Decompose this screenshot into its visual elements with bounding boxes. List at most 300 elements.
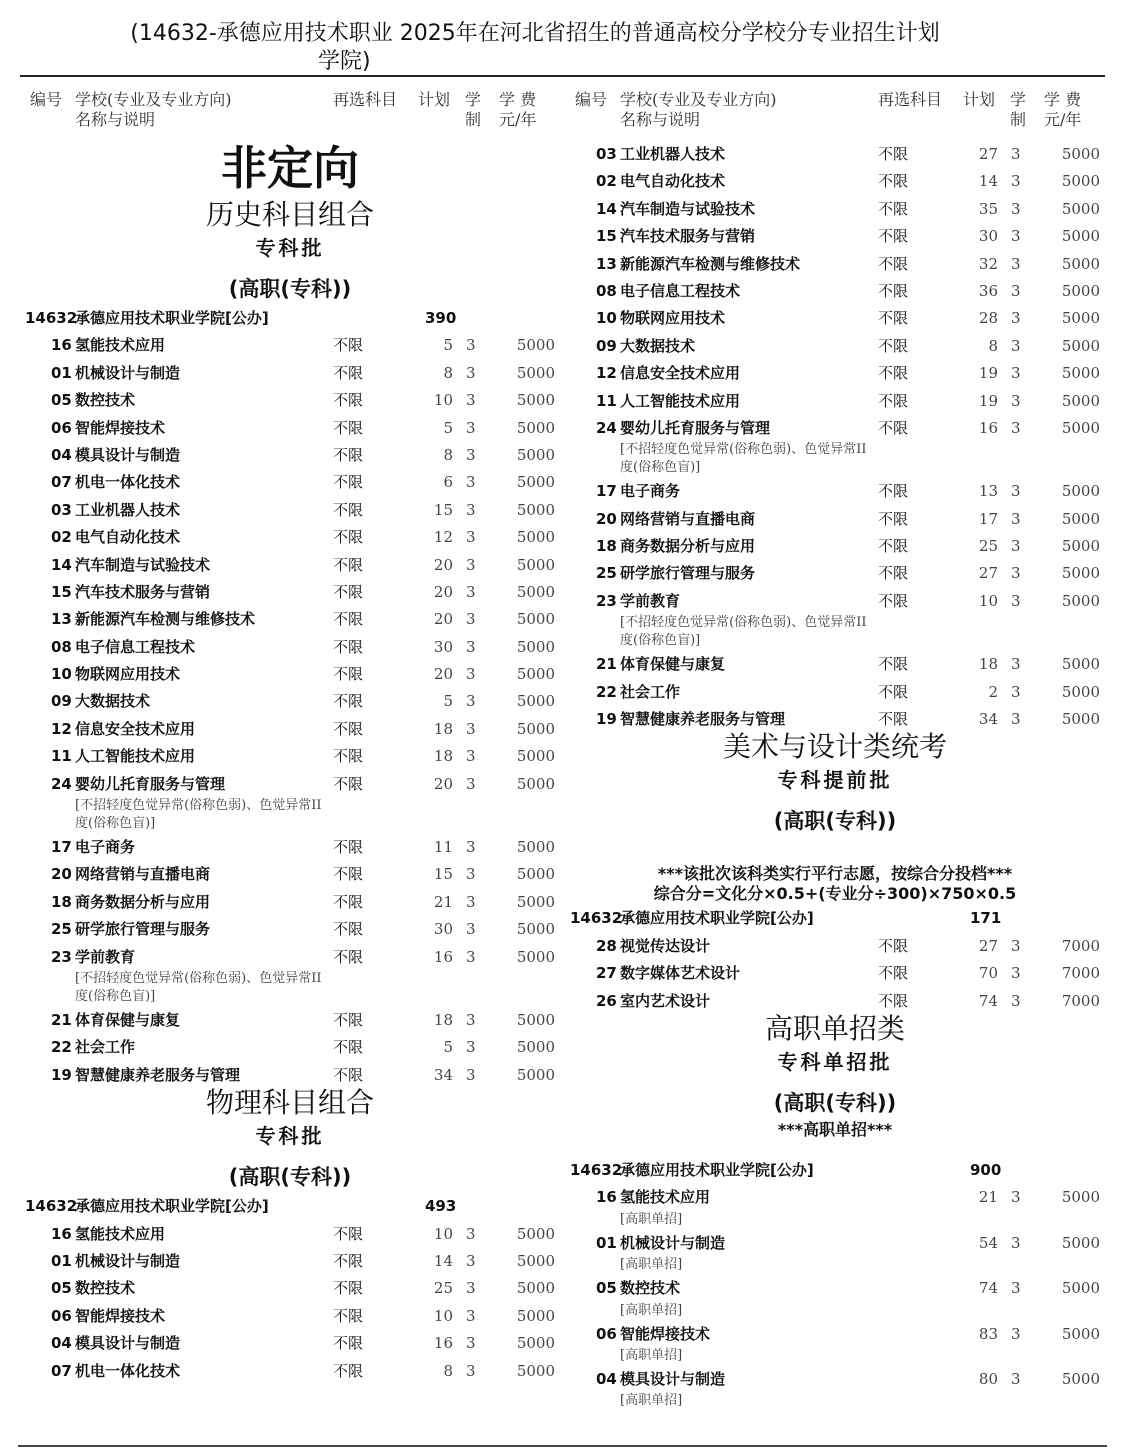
major-name: 信息安全技术应用 (620, 364, 741, 383)
major-name: 体育保健与康复 (75, 1010, 181, 1029)
major-fee: 5000 (516, 336, 555, 355)
table-header (25, 80, 555, 140)
major-row (570, 414, 1100, 441)
category-history: 历史科目组合 (205, 198, 374, 231)
major-fee: 5000 (1061, 655, 1100, 674)
major-plan: 70 (978, 964, 998, 983)
major-row (570, 1229, 1100, 1256)
major-note (620, 1256, 960, 1274)
major-name: 模具设计与制造 (620, 1369, 726, 1388)
major-years: 3 (1011, 254, 1021, 273)
major-fee: 5000 (516, 637, 555, 656)
major-plan: 35 (978, 199, 998, 218)
major-subjects: 不限 (878, 936, 909, 955)
major-years: 3 (466, 838, 476, 857)
major-years: 3 (1011, 364, 1021, 383)
major-plan: 6 (443, 473, 453, 492)
major-name: 数控技术 (75, 1279, 136, 1298)
major-code: 12 (596, 364, 617, 383)
category-physics: 物理科目组合 (205, 1086, 374, 1120)
major-subjects: 不限 (878, 145, 909, 163)
major-years: 3 (466, 1361, 476, 1380)
major-row (25, 687, 555, 714)
major-subjects: 不限 (878, 564, 909, 583)
major-code: 17 (596, 482, 617, 501)
major-code: 06 (51, 1306, 72, 1325)
major-years: 3 (466, 892, 476, 911)
school-code: 14632 (25, 309, 78, 327)
school-plan-total: 390 (425, 309, 457, 327)
document-title: (14632-承德应用技术职业 2025年在河北省招生的普通高校分学校分专业招生计划 (130, 21, 940, 46)
major-name: 机电一体化技术 (75, 1361, 181, 1380)
major-row (570, 304, 1100, 331)
major-plan: 27 (978, 936, 998, 955)
major-name: 智能焊接技术 (75, 418, 166, 437)
major-fee: 5000 (516, 363, 555, 382)
major-plan: 30 (978, 227, 998, 246)
major-name: 网络营销与直播电商 (75, 865, 211, 884)
level-single: (高职(专科)) (773, 1090, 897, 1115)
major-plan: 8 (443, 445, 453, 464)
major-row (25, 770, 555, 797)
art-note-2: 综合分=文化分×0.5+(专业分÷300)×750×0.5 (653, 884, 1017, 904)
major-years: 3 (466, 555, 476, 574)
major-row (570, 1365, 1100, 1392)
major-subjects: 不限 (878, 482, 909, 501)
major-fee: 5000 (516, 582, 555, 601)
major-years: 3 (466, 637, 476, 656)
major-years: 3 (1011, 1279, 1021, 1298)
major-code: 06 (51, 418, 72, 437)
major-code: 05 (596, 1279, 617, 1298)
major-row (25, 1061, 555, 1088)
major-fee: 5000 (516, 892, 555, 911)
major-years: 3 (1011, 936, 1021, 955)
major-subjects: 不限 (333, 865, 364, 884)
header-years: 学 (1010, 90, 1027, 109)
major-plan: 18 (433, 719, 453, 738)
major-years: 3 (466, 1306, 476, 1325)
major-row (25, 1357, 555, 1384)
major-fee: 5000 (1061, 509, 1100, 528)
major-name: 机械设计与制造 (75, 1251, 181, 1270)
major-years: 3 (1011, 591, 1021, 610)
major-row (25, 1220, 555, 1247)
header-plan: 计划 (418, 90, 451, 109)
level-history: (高职(专科)) (228, 277, 352, 301)
major-plan: 18 (433, 1010, 453, 1029)
major-plan: 34 (433, 1065, 453, 1084)
major-name: 研学旅行管理与服务 (620, 564, 756, 583)
major-row (570, 532, 1100, 559)
major-row (25, 860, 555, 887)
major-subjects: 不限 (878, 281, 909, 300)
major-plan: 17 (978, 509, 998, 528)
major-fee: 5000 (1061, 145, 1100, 163)
major-name: 模具设计与制造 (75, 445, 181, 464)
major-note-line: [不招轻度色觉异常(俗称色弱)、色觉异常II (75, 970, 322, 986)
major-subjects: 不限 (878, 710, 909, 729)
major-row (570, 277, 1100, 304)
school-row (25, 304, 555, 331)
batch-history: 专科批 (255, 236, 325, 260)
major-years: 3 (1011, 1188, 1021, 1207)
major-row (570, 932, 1100, 959)
major-fee: 5000 (1061, 537, 1100, 556)
major-plan: 10 (433, 1224, 453, 1243)
major-fee: 5000 (1061, 281, 1100, 300)
major-fee: 5000 (516, 1010, 555, 1029)
major-note-line: [高职单招] (620, 1302, 683, 1318)
major-row (570, 559, 1100, 586)
major-plan: 20 (433, 665, 453, 684)
major-name: 氢能技术应用 (75, 336, 166, 355)
major-subjects: 不限 (333, 363, 364, 382)
major-subjects: 不限 (333, 418, 364, 437)
school-code: 14632 (570, 909, 623, 928)
major-fee: 5000 (1061, 1279, 1100, 1298)
right-column (570, 80, 1100, 1410)
major-subjects: 不限 (333, 892, 364, 911)
major-subjects: 不限 (333, 555, 364, 574)
major-plan: 8 (988, 336, 998, 355)
major-plan: 19 (978, 364, 998, 383)
header-school-2: 名称与说明 (75, 110, 156, 129)
major-years: 3 (1011, 710, 1021, 729)
major-name: 新能源汽车检测与维修技术 (620, 254, 801, 273)
header-code: 编号 (575, 90, 608, 109)
level-art: (高职(专科)) (773, 809, 897, 834)
batch-physics: 专科批 (255, 1124, 325, 1149)
header-fee-2: 元/年 (1044, 110, 1082, 129)
major-fee: 5000 (516, 920, 555, 939)
major-plan: 2 (988, 682, 998, 701)
major-row (570, 587, 1100, 614)
major-subjects: 不限 (333, 637, 364, 656)
major-plan: 83 (978, 1324, 998, 1343)
header-school-2: 名称与说明 (620, 110, 701, 129)
major-code: 04 (51, 445, 72, 464)
major-years: 3 (1011, 172, 1021, 191)
major-row (570, 195, 1100, 222)
left-body (25, 138, 555, 1384)
major-name: 人工智能技术应用 (620, 391, 741, 410)
major-subjects: 不限 (878, 964, 909, 983)
major-years: 3 (466, 774, 476, 793)
major-fee: 5000 (1061, 199, 1100, 218)
major-plan: 80 (978, 1369, 998, 1388)
major-fee: 5000 (516, 747, 555, 766)
major-fee: 5000 (516, 445, 555, 464)
bottom-rule (18, 1445, 1107, 1447)
major-fee: 5000 (516, 500, 555, 519)
major-years: 3 (466, 1251, 476, 1270)
major-plan: 16 (433, 1334, 453, 1353)
major-name: 新能源汽车检测与维修技术 (75, 610, 256, 629)
major-fee: 5000 (516, 1279, 555, 1298)
major-code: 28 (596, 936, 617, 955)
major-name: 数控技术 (75, 391, 136, 410)
major-plan: 20 (433, 610, 453, 629)
major-fee: 7000 (1061, 936, 1100, 955)
major-name: 氢能技术应用 (620, 1188, 711, 1207)
major-fee: 7000 (1061, 991, 1100, 1010)
major-plan: 28 (978, 309, 998, 328)
major-plan: 74 (978, 1279, 998, 1298)
major-plan: 74 (978, 991, 998, 1010)
major-plan: 27 (978, 564, 998, 583)
major-row (25, 915, 555, 942)
major-code: 18 (596, 537, 617, 556)
major-row (25, 1274, 555, 1301)
major-code: 25 (51, 920, 72, 939)
major-subjects: 不限 (333, 692, 364, 711)
major-row (25, 1302, 555, 1329)
major-years: 3 (466, 665, 476, 684)
header-years: 学 (465, 90, 482, 109)
major-row (25, 660, 555, 687)
major-plan: 5 (443, 336, 453, 355)
major-years: 3 (466, 363, 476, 382)
major-row (570, 987, 1100, 1014)
major-plan: 8 (443, 1361, 453, 1380)
major-years: 3 (466, 582, 476, 601)
major-name: 人工智能技术应用 (75, 747, 196, 766)
major-subjects: 不限 (878, 509, 909, 528)
major-row (25, 633, 555, 660)
major-years: 3 (1011, 391, 1021, 410)
major-fee: 5000 (1061, 1233, 1100, 1252)
major-row (25, 331, 555, 358)
major-name: 学前教育 (620, 591, 681, 610)
major-plan: 20 (433, 555, 453, 574)
major-name: 社会工作 (75, 1038, 136, 1057)
major-name: 机械设计与制造 (620, 1233, 726, 1252)
major-name: 物联网应用技术 (75, 665, 181, 684)
major-plan: 5 (443, 692, 453, 711)
major-code: 01 (51, 363, 72, 382)
major-plan: 21 (433, 892, 453, 911)
major-note (620, 1392, 960, 1410)
major-code: 26 (596, 991, 617, 1010)
major-subjects: 不限 (878, 336, 909, 355)
major-code: 17 (51, 838, 72, 857)
major-code: 15 (51, 582, 72, 601)
major-row (570, 359, 1100, 386)
major-code: 23 (51, 947, 72, 966)
major-code: 22 (51, 1038, 72, 1057)
major-fee: 5000 (1061, 482, 1100, 501)
major-fee: 5000 (1061, 418, 1100, 437)
major-code: 11 (51, 747, 72, 766)
major-row (25, 888, 555, 915)
major-code: 21 (596, 655, 617, 674)
major-name: 视觉传达设计 (620, 936, 711, 955)
major-name: 商务数据分析与应用 (75, 892, 211, 911)
major-code: 16 (51, 1224, 72, 1243)
major-code: 21 (51, 1010, 72, 1029)
major-name: 电气自动化技术 (620, 172, 726, 191)
major-name: 电子商务 (75, 838, 136, 857)
major-years: 3 (466, 1224, 476, 1243)
major-row (570, 332, 1100, 359)
major-fee: 5000 (1061, 172, 1100, 191)
major-plan: 18 (433, 747, 453, 766)
major-plan: 10 (433, 391, 453, 410)
major-years: 3 (466, 391, 476, 410)
major-row (570, 505, 1100, 532)
major-years: 3 (1011, 682, 1021, 701)
school-plan-total: 493 (425, 1197, 457, 1216)
major-fee: 5000 (1061, 564, 1100, 583)
major-years: 3 (1011, 199, 1021, 218)
major-name: 工业机器人技术 (620, 145, 726, 163)
major-row (570, 959, 1100, 986)
major-code: 25 (596, 564, 617, 583)
school-name: 承德应用技术职业学院[公办] (75, 309, 269, 327)
major-plan: 18 (978, 655, 998, 674)
major-subjects: 不限 (333, 947, 364, 966)
major-row (25, 1247, 555, 1274)
major-subjects: 不限 (878, 682, 909, 701)
major-name: 社会工作 (620, 682, 681, 701)
major-subjects: 不限 (333, 582, 364, 601)
major-subjects: 不限 (333, 1279, 364, 1298)
major-subjects: 不限 (878, 309, 909, 328)
major-fee: 5000 (516, 774, 555, 793)
major-code: 02 (51, 528, 72, 547)
major-years: 3 (1011, 964, 1021, 983)
major-fee: 5000 (516, 1251, 555, 1270)
major-note (620, 1347, 960, 1365)
major-fee: 5000 (1061, 710, 1100, 729)
major-row (25, 715, 555, 742)
major-name: 氢能技术应用 (75, 1224, 166, 1243)
major-plan: 25 (978, 537, 998, 556)
batch-single: 专科单招批 (777, 1049, 893, 1074)
major-subjects: 不限 (333, 838, 364, 857)
major-years: 3 (1011, 309, 1021, 328)
major-fee: 5000 (516, 1334, 555, 1353)
major-plan: 5 (443, 1038, 453, 1057)
header-subjects: 再选科目 (333, 90, 398, 109)
art-note-1: ***该批次该科类实行平行志愿，按综合分投档*** (657, 864, 1013, 884)
header-school: 学校(专业及专业方向) (620, 90, 777, 109)
major-note-line: [不招轻度色觉异常(俗称色弱)、色觉异常II (620, 615, 867, 631)
major-fee: 5000 (516, 947, 555, 966)
major-plan: 30 (433, 637, 453, 656)
major-plan: 25 (433, 1279, 453, 1298)
major-name: 室内艺术设计 (620, 991, 711, 1010)
school-code: 14632 (25, 1197, 78, 1216)
category-single: 高职单招类 (764, 1011, 905, 1045)
major-code: 16 (596, 1188, 617, 1207)
major-row (570, 140, 1100, 167)
major-fee: 5000 (516, 473, 555, 492)
major-fee: 5000 (1061, 682, 1100, 701)
major-name: 数控技术 (620, 1279, 681, 1298)
major-subjects: 不限 (333, 1251, 364, 1270)
major-years: 3 (466, 500, 476, 519)
major-code: 09 (51, 692, 72, 711)
document-title-cont: 学院) (318, 49, 371, 74)
major-code: 14 (596, 199, 617, 218)
major-fee: 5000 (1061, 254, 1100, 273)
major-code: 02 (596, 172, 617, 191)
major-plan: 16 (433, 947, 453, 966)
major-code: 18 (51, 892, 72, 911)
major-name: 大数据技术 (75, 692, 151, 711)
major-fee: 5000 (516, 665, 555, 684)
major-fee: 5000 (1061, 309, 1100, 328)
major-subjects: 不限 (878, 172, 909, 191)
major-fee: 5000 (516, 528, 555, 547)
major-name: 体育保健与康复 (620, 655, 726, 674)
major-years: 3 (466, 1065, 476, 1084)
major-code: 11 (596, 391, 617, 410)
major-code: 01 (51, 1251, 72, 1270)
major-subjects: 不限 (878, 418, 909, 437)
school-name: 承德应用技术职业学院[公办] (75, 1197, 269, 1216)
major-note (75, 970, 415, 1006)
major-plan: 15 (433, 500, 453, 519)
major-subjects: 不限 (333, 445, 364, 464)
school-name: 承德应用技术职业学院[公办] (620, 909, 814, 928)
major-years: 3 (1011, 1233, 1021, 1252)
major-subjects: 不限 (333, 473, 364, 492)
major-years: 3 (1011, 1324, 1021, 1343)
major-row (570, 1320, 1100, 1347)
major-years: 3 (1011, 509, 1021, 528)
major-row (25, 414, 555, 441)
level-physics: (高职(专科)) (228, 1165, 352, 1190)
right-body (570, 140, 1100, 1410)
major-years: 3 (1011, 537, 1021, 556)
school-plan-total: 900 (970, 1160, 1002, 1179)
major-fee: 7000 (1061, 964, 1100, 983)
major-years: 3 (1011, 482, 1021, 501)
major-name: 学前教育 (75, 947, 136, 966)
major-code: 23 (596, 591, 617, 610)
major-subjects: 不限 (333, 1361, 364, 1380)
major-name: 电气自动化技术 (75, 528, 181, 547)
major-row (570, 222, 1100, 249)
major-fee: 5000 (1061, 364, 1100, 383)
major-fee: 5000 (1061, 591, 1100, 610)
major-row (25, 605, 555, 632)
major-note (620, 441, 960, 477)
major-plan: 36 (978, 281, 998, 300)
major-years: 3 (1011, 564, 1021, 583)
major-code: 15 (596, 227, 617, 246)
major-note-line: [高职单招] (620, 1347, 683, 1363)
major-name: 电子商务 (620, 482, 681, 501)
major-name: 汽车制造与试验技术 (620, 199, 756, 218)
major-note-line: [高职单招] (620, 1211, 683, 1227)
major-code: 08 (596, 281, 617, 300)
major-plan: 19 (978, 391, 998, 410)
major-years: 3 (1011, 145, 1021, 163)
major-plan: 10 (978, 591, 998, 610)
major-plan: 11 (433, 838, 453, 857)
major-name: 婴幼儿托育服务与管理 (620, 418, 771, 437)
major-years: 3 (466, 947, 476, 966)
major-code: 07 (51, 1361, 72, 1380)
major-subjects: 不限 (333, 665, 364, 684)
major-plan: 10 (433, 1306, 453, 1325)
major-subjects: 不限 (333, 747, 364, 766)
major-note-line: [不招轻度色觉异常(俗称色弱)、色觉异常II (620, 442, 867, 458)
